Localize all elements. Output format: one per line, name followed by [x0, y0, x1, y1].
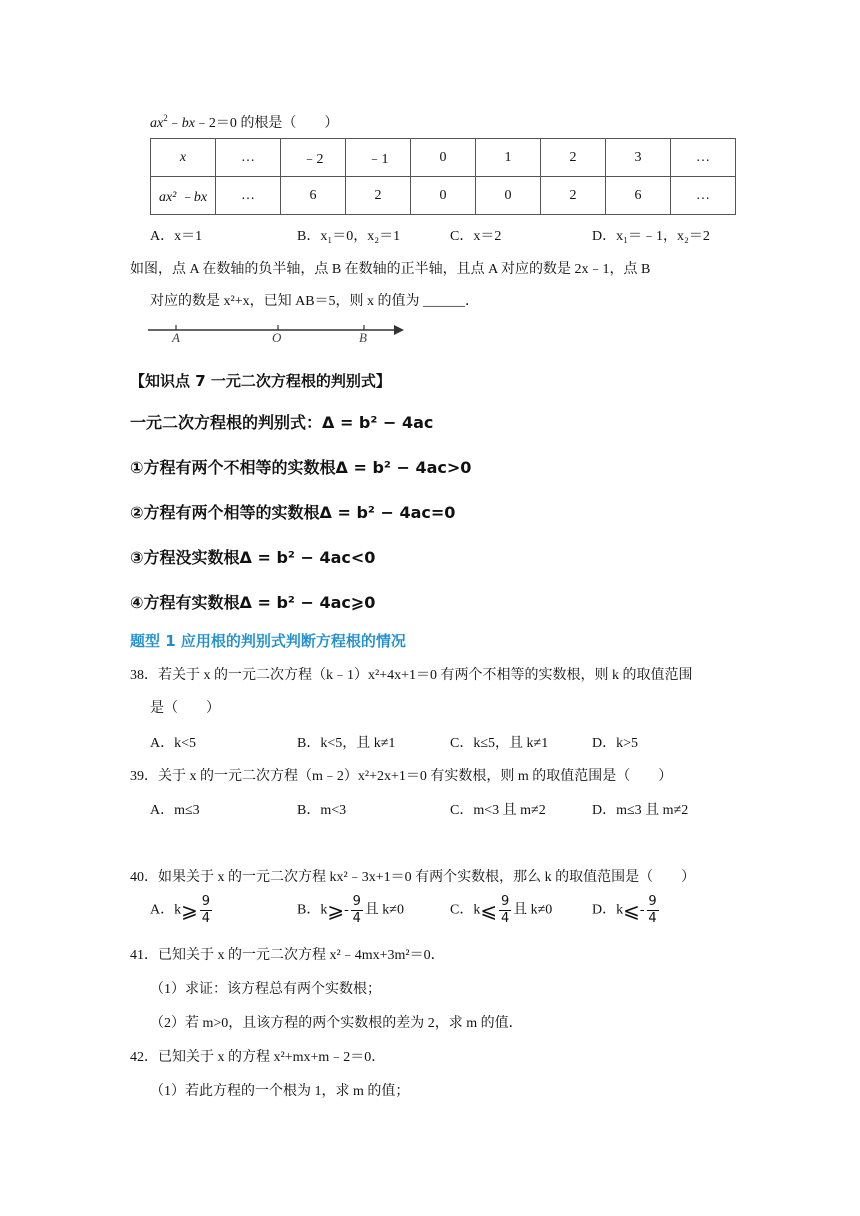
table-cell: 6: [606, 177, 671, 215]
table-cell: ﹣1: [346, 139, 411, 177]
q42-line1: 42．已知关于 x 的方程 x²+mx+m﹣2＝0．: [130, 1050, 386, 1065]
axis-label-a: A: [172, 330, 180, 345]
value-table: [150, 138, 736, 215]
table-cell: 0: [476, 177, 541, 215]
option-prefix: B．k: [297, 902, 328, 918]
case-3: ③方程没实数根Δ = b² − 4ac<0: [130, 548, 376, 567]
case-2: ②方程有两个相等的实数根Δ = b² − 4ac=0: [130, 503, 456, 522]
q42-part1: （1）若此方程的一个根为 1，求 m 的值；: [150, 1084, 410, 1099]
q38-option-b: B．k<5，且 k≠1: [297, 736, 396, 751]
q36-stem-tail: 的根是（ ）: [240, 116, 339, 131]
q39-option-a: A．m≤3: [150, 803, 200, 818]
q38-option-a: A．k<5: [150, 736, 197, 751]
table-cell: …: [216, 177, 281, 215]
table-cell: 2: [541, 177, 606, 215]
q41-part2: （2）若 m>0，且该方程的两个实数根的差为 2，求 m 的值．: [150, 1016, 523, 1031]
q38-line2: 是（ ）: [150, 701, 220, 716]
q37-line2: 对应的数是 x²+x，已知 AB＝5，则 x 的值为 ______．: [150, 294, 480, 309]
q36-option-c: C．x＝2: [450, 229, 502, 244]
q39-option-b: B．m<3: [297, 803, 347, 818]
q36-option-b: B．x₁＝0，x₂＝1: [297, 229, 401, 244]
table-cell: 0: [411, 177, 476, 215]
knowledge-heading: 【知识点 7 一元二次方程根的判别式】: [130, 372, 391, 390]
option-prefix: D．k: [592, 902, 624, 918]
table-cell: 3: [606, 139, 671, 177]
fraction: $\frac{9}{4}$: [500, 894, 510, 926]
table-cell: 0: [411, 139, 476, 177]
fraction: $\frac{9}{4}$: [648, 894, 657, 926]
table-cell: 6: [281, 177, 346, 215]
q36-option-a: A．x＝1: [150, 229, 203, 244]
table-cell: ax² ﹣bx: [151, 177, 216, 215]
q36-stem: $ax^2﹣bx﹣2=0$ 的根是（ ）: [150, 113, 339, 131]
option-prefix: A．k: [150, 902, 182, 918]
table-cell: …: [671, 139, 736, 177]
q38-option-c: C．k≤5，且 k≠1: [450, 736, 549, 751]
q39-option-c: C．m<3 且 m≠2: [450, 803, 546, 818]
table-cell: 2: [541, 139, 606, 177]
q39-option-d: D．m≤3 且 m≠2: [592, 803, 689, 818]
case-1: ①方程有两个不相等的实数根Δ = b² − 4ac>0: [130, 458, 472, 477]
q40-line1: 40．如果关于 x 的一元二次方程 kx²﹣3x+1＝0 有两个实数根，那么 k 的取值范围是（ ）: [130, 870, 696, 885]
q37-line1: 如图，点 A 在数轴的负半轴，点 B 在数轴的正半轴，且点 A 对应的数是 2x﹣1，点 B: [130, 262, 651, 277]
leq-sign: ⩽: [480, 898, 498, 923]
table-row: [151, 177, 736, 215]
fraction: $\frac{9}{4}$: [201, 894, 211, 926]
table-cell: …: [216, 139, 281, 177]
q41-line1: 41．已知关于 x 的一元二次方程 x²﹣4mx+3m²＝0．: [130, 948, 445, 963]
table-row: [151, 139, 736, 177]
q38-line1: 38．若关于 x 的一元二次方程（k﹣1）x²+4x+1＝0 有两个不相等的实数根，则 k 的取值范围: [130, 668, 693, 683]
case-4: ④方程有实数根Δ = b² − 4ac⩾0: [130, 593, 376, 612]
fraction: $\frac{9}{4}$: [352, 894, 361, 926]
q40-option-b: B．k⩾- $\frac{9}{4}$ 且 k≠0: [297, 894, 404, 926]
axis-label-o: O: [272, 330, 282, 345]
q38-option-d: D．k>5: [592, 736, 639, 751]
table-cell: 1: [476, 139, 541, 177]
q40-option-d: D．k⩽- $\frac{9}{4}$: [592, 894, 657, 926]
leq-sign: ⩽: [623, 898, 640, 923]
q40-option-c: C．k⩽ $\frac{9}{4}$ 且 k≠0: [450, 894, 553, 926]
arrow-icon: [394, 325, 404, 335]
table-cell: x: [151, 139, 216, 177]
type-heading: 题型 1 应用根的判别式判断方程根的情况: [130, 632, 406, 650]
discriminant-def: 一元二次方程根的判别式：Δ = b² − 4ac: [130, 413, 434, 432]
option-prefix: C．k: [450, 902, 481, 918]
geq-sign: ⩾: [181, 898, 198, 923]
table-cell: ﹣2: [281, 139, 346, 177]
q39-line1: 39．关于 x 的一元二次方程（m﹣2）x²+2x+1＝0 有实数根，则 m 的取值范围是（ ）: [130, 769, 673, 784]
q40-option-a: [150, 895, 214, 926]
q36-option-d: D．x₁＝﹣1，x₂＝2: [592, 229, 710, 244]
geq-sign: ⩾: [327, 898, 345, 923]
axis-label-b: B: [359, 330, 367, 345]
q41-part1: （1）求证：该方程总有两个实数根；: [150, 982, 381, 997]
table-cell: 2: [346, 177, 411, 215]
table-cell: …: [671, 177, 736, 215]
